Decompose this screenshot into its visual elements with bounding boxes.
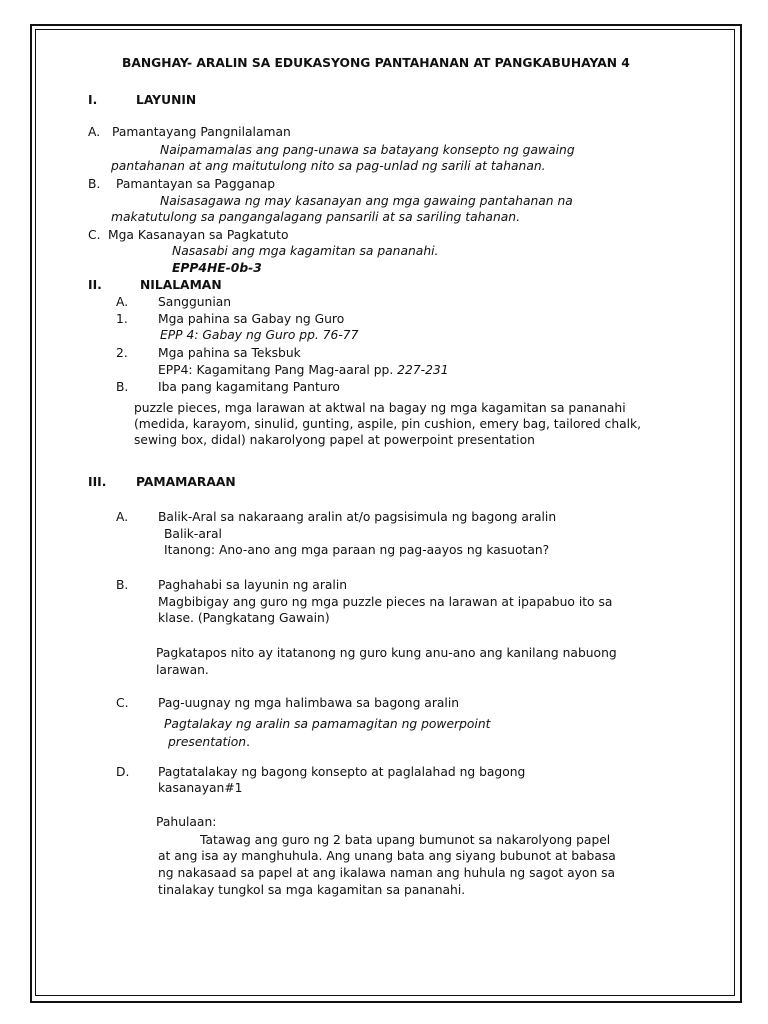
item-3b-title: Paghahabi sa layunin ng aralin xyxy=(158,578,348,592)
item-2b-text-line2: (medida, karayom, sinulid, gunting, aspile, pin cushion, emery bag, tailored chalk, xyxy=(134,417,642,431)
section-1-heading: LAYUNIN xyxy=(136,93,197,107)
item-1b-label: B. xyxy=(88,177,101,191)
item-3d-text-line4: tinalakay tungkol sa mga kagamitan sa pananahi. xyxy=(158,883,466,897)
item-1c-title: Mga Kasanayan sa Pagkatuto xyxy=(108,228,289,242)
item-1a-text-line2: pantahanan at ang maitutulong nito sa pag-unlad ng sarili at tahanan. xyxy=(111,159,546,173)
item-1b-text-line2: makatutulong sa pangangalagang pansarili at sa sariling tahanan. xyxy=(111,210,520,224)
item-3a-text-line2: Itanong: Ano-ano ang mga paraan ng pag-aayos ng kasuotan? xyxy=(164,543,550,557)
item-1c-text: Nasasabi ang mga kagamitan sa pananahi. xyxy=(172,244,439,258)
item-2-1-title: Mga pahina sa Gabay ng Guro xyxy=(158,312,345,326)
item-2b-text-line3: sewing box, didal) nakarolyong papel at powerpoint presentation xyxy=(134,433,535,447)
item-2a-title: Sanggunian xyxy=(158,295,232,309)
item-2-2-reference-text: EPP4: Kagamitang Pang Mag-aaral pp. xyxy=(158,363,398,377)
item-2a-label: A. xyxy=(116,295,129,309)
item-3d-title: Pagtatalakay ng bagong konsepto at paglalahad ng bagong xyxy=(158,765,526,779)
item-2-1-reference: EPP 4: Gabay ng Guro pp. 76-77 xyxy=(160,328,359,342)
competency-code: EPP4HE-0b-3 xyxy=(172,261,262,275)
section-1-number: I. xyxy=(88,93,98,107)
item-1a-title: Pamantayang Pangnilalaman xyxy=(112,125,291,139)
item-3a-title: Balik-Aral sa nakaraang aralin at/o pagsisimula ng bagong aralin xyxy=(158,510,557,524)
item-1a-label: A. xyxy=(88,125,101,139)
item-3d-label: D. xyxy=(116,765,130,779)
item-3b-text-line2: klase. (Pangkatang Gawain) xyxy=(158,611,330,625)
item-3c-text-line2 xyxy=(168,734,250,750)
item-3d-text-line3: ng nakasaad sa papel at ang ikalawa naman ang huhula ng sagot ayon sa xyxy=(158,866,616,880)
section-2-number: II. xyxy=(88,278,102,292)
item-3c-text-line1: Pagtalakay ng aralin sa pamamagitan ng powerpoint xyxy=(164,717,491,731)
section-3-heading: PAMAMARAAN xyxy=(136,475,236,489)
item-3d-text-line2: at ang isa ay manghuhula. Ang unang bata ang siyang bubunot at babasa xyxy=(158,849,616,863)
item-2b-title: Iba pang kagamitang Panturo xyxy=(158,380,340,394)
item-3b-text-line3: Pagkatapos nito ay itatanong ng guro kung anu-ano ang kanilang nabuong xyxy=(156,646,617,660)
item-3b-text-line4: larawan. xyxy=(156,663,209,677)
item-2b-label: B. xyxy=(116,380,129,394)
item-1c-label: C. xyxy=(88,228,101,242)
section-3-number: III. xyxy=(88,475,107,489)
section-2-heading: NILALAMAN xyxy=(140,278,222,292)
item-2-2-label: 2. xyxy=(116,346,128,360)
item-3c-text-line2-italic: presentation xyxy=(168,735,247,749)
item-2-2-reference-pages: 227-231 xyxy=(397,363,449,377)
item-3c-title: Pag-uugnay ng mga halimbawa sa bagong aralin xyxy=(158,696,460,710)
item-1b-text-line1: Naisasagawa ng may kasanayan ang mga gawaing pantahanan na xyxy=(160,194,573,208)
item-3d-text-line1: Tatawag ang guro ng 2 bata upang bumunot sa nakarolyong papel xyxy=(200,833,611,847)
item-3b-text-line1: Magbibigay ang guro ng mga puzzle pieces na larawan at ipapabuo ito sa xyxy=(158,595,613,609)
item-3d-title-line2: kasanayan#1 xyxy=(158,781,243,795)
item-1b-title: Pamantayan sa Pagganap xyxy=(116,177,276,191)
item-2-1-label: 1. xyxy=(116,312,128,326)
item-3a-label: A. xyxy=(116,510,129,524)
item-3c-text-line2-end: . xyxy=(246,735,251,749)
item-3c-label: C. xyxy=(116,696,129,710)
document-title: BANGHAY- ARALIN SA EDUKASYONG PANTAHANAN AT PANGKABUHAYAN 4 xyxy=(122,56,630,70)
item-3a-text-line1: Balik-aral xyxy=(164,527,222,541)
item-2b-text-line1: puzzle pieces, mga larawan at aktwal na bagay ng mga kagamitan sa pananahi xyxy=(134,401,626,415)
item-3d-subheading: Pahulaan: xyxy=(156,815,217,829)
item-3b-label: B. xyxy=(116,578,129,592)
item-1a-text-line1: Naipamamalas ang pang-unawa sa batayang konsepto ng gawaing xyxy=(160,143,575,157)
item-2-2-reference xyxy=(158,362,449,378)
item-2-2-title: Mga pahina sa Teksbuk xyxy=(158,346,301,360)
